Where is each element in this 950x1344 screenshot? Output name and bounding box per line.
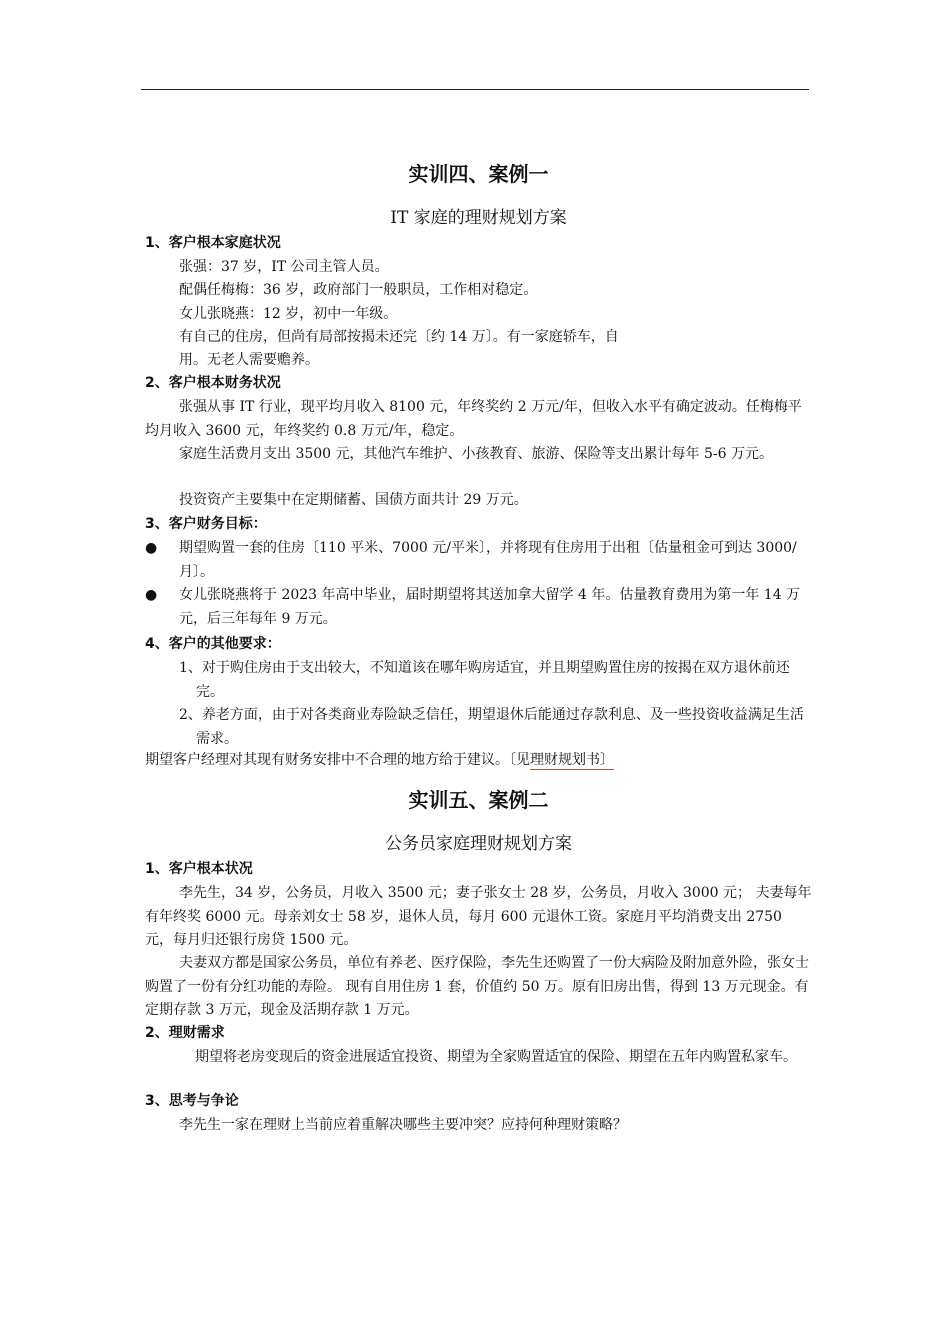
case1-s1-p4b: 用。无老人需要赡养。 (179, 352, 319, 368)
case2-section3-heading: 3、思考与争论 (145, 1093, 239, 1109)
case1-closing-text: 期望客户经理对其现有财务安排中不合理的地方给于建议。〔见 (145, 752, 530, 768)
case1-s2-p3: 投资资产主要集中在定期储蓄、国债方面共计 29 万元。 (179, 492, 528, 508)
case2-section2-heading: 2、理财需求 (145, 1025, 225, 1041)
case2-subtitle: 公务员家庭理财规划方案 (385, 834, 572, 854)
case1-section2-heading: 2、客户根本财务状况 (145, 375, 281, 391)
case2-s1-p2: 夫妻双方都是国家公务员，单位有养老、医疗保险，李先生还购置了一份大病险及附加意外险，张女士购置了一份有分红功能的寿险。 现有自用住房 1 套，价值约 50 万。原有旧房出售，得到 13 万元现金。有定期存款 3 万元，现金及活期存款 1 万元。 (145, 955, 809, 1018)
case1-closing (145, 749, 812, 773)
bullet-icon: ● (145, 540, 158, 556)
case2-s1-p1: 李先生，34 岁，公务员，月收入 3500 元；妻子张女士 28 岁，公务员，月收入 3000 元； 夫妻每年有年终奖 6000 元。母亲刘女士 58 岁，退休人员，每月 600 元退休工资。家庭月平均消费支出 2750 元，每月归还银行房贷 1500 元。 (145, 885, 812, 948)
case1-s1-p3: 女儿张晓燕：12 岁，初中一年级。 (179, 306, 398, 322)
case2-s2-p1: 期望将老房变现后的资金进展适宜投资、期望为全家购置适宜的保险、期望在五年内购置私家车。 (195, 1049, 797, 1065)
financial-plan-link[interactable]: 理财规划书〕 (530, 752, 614, 768)
case2-title: 实训五、案例二 (408, 788, 549, 812)
case1-subtitle: IT 家庭的理财规划方案 (390, 208, 567, 228)
case1-s1-p4a: 有自己的住房，但尚有局部按揭未还完〔约 14 万〕。有一家庭轿车，自 (179, 329, 619, 345)
case1-s4-item1: 1、对于购住房由于支出较大，不知道该在哪年购房适宜，并且期望购置住房的按揭在双方退休前还完。 (179, 660, 790, 700)
header-rule (141, 89, 809, 90)
case1-s3-bullet2: 女儿张晓燕将于 2023 年高中毕业，届时期望将其送加拿大留学 4 年。估量教育费用为第一年 14 万元，后三年每年 9 万元。 (179, 587, 801, 627)
case1-section3-heading: 3、客户财务目标： (145, 516, 267, 532)
case1-section1-heading: 1、客户根本家庭状况 (145, 235, 281, 251)
case2-s3-p1: 李先生一家在理财上当前应着重解决哪些主要冲突？应持何种理财策略？ (179, 1117, 627, 1133)
case2-section1-heading: 1、客户根本状况 (145, 861, 253, 877)
case1-s1-p2: 配偶任梅梅：36 岁，政府部门一般职员，工作相对稳定。 (179, 282, 538, 298)
case1-s3-bullet1: 期望购置一套的住房〔110 平米、7000 元/平米〕，并将现有住房用于出租〔估量租金可到达 3000/月〕。 (179, 540, 797, 580)
case1-s4-item2: 2、养老方面，由于对各类商业寿险缺乏信任，期望退休后能通过存款利息、及一些投资收益满足生活需求。 (179, 707, 804, 747)
case1-s1-p1: 张强：37 岁，IT 公司主管人员。 (179, 259, 389, 275)
case1-s2-p2: 家庭生活费月支出 3500 元，其他汽车维护、小孩教育、旅游、保险等支出累计每年 5-6 万元。 (179, 446, 773, 462)
bullet-icon: ● (145, 587, 158, 603)
case1-s2-p1: 张强从事 IT 行业，现平均月收入 8100 元，年终奖约 2 万元/年，但收入水平有确定波动。任梅梅平均月收入 3600 元，年终奖约 0.8 万元/年，稳定。 (145, 399, 802, 439)
case1-section4-heading: 4、客户的其他要求： (145, 636, 281, 652)
case1-title: 实训四、案例一 (408, 162, 549, 186)
